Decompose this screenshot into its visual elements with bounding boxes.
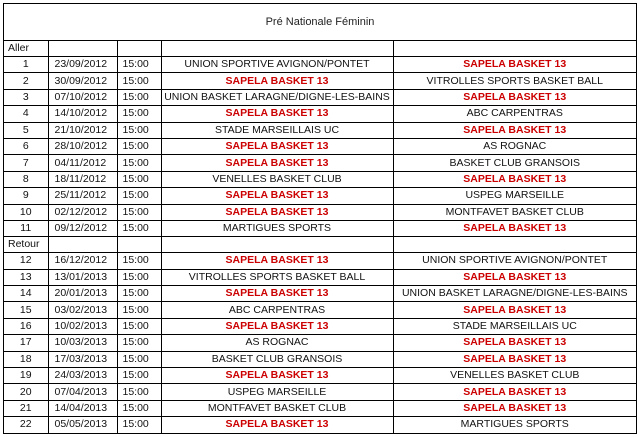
- match-date: 07/10/2012: [48, 89, 117, 105]
- home-team: UNION SPORTIVE AVIGNON/PONTET: [161, 57, 393, 73]
- match-time: 15:00: [117, 122, 161, 138]
- match-date: 03/02/2013: [48, 302, 117, 318]
- match-number: 8: [4, 171, 48, 187]
- home-team: MONTFAVET BASKET CLUB: [161, 400, 393, 416]
- match-number: 20: [4, 384, 48, 400]
- match-time: 15:00: [117, 188, 161, 204]
- match-number: 21: [4, 400, 48, 416]
- home-team: USPEG MARSEILLE: [161, 384, 393, 400]
- table-row: [4, 204, 636, 220]
- empty-cell: [48, 41, 117, 57]
- away-team: VENELLES BASKET CLUB: [393, 368, 636, 384]
- match-date: 10/02/2013: [48, 318, 117, 334]
- table-row: [4, 335, 636, 351]
- away-team: UNION SPORTIVE AVIGNON/PONTET: [393, 253, 636, 269]
- home-team: VENELLES BASKET CLUB: [161, 171, 393, 187]
- away-team: UNION BASKET LARAGNE/DIGNE-LES-BAINS: [393, 286, 636, 302]
- match-number: 9: [4, 188, 48, 204]
- match-time: 15:00: [117, 351, 161, 367]
- table-row: [4, 269, 636, 285]
- match-time: 15:00: [117, 106, 161, 122]
- table-row: [4, 57, 636, 73]
- away-team: SAPELA BASKET 13: [393, 335, 636, 351]
- away-team: SAPELA BASKET 13: [393, 351, 636, 367]
- away-team: SAPELA BASKET 13: [393, 89, 636, 105]
- match-date: 21/10/2012: [48, 122, 117, 138]
- match-number: 10: [4, 204, 48, 220]
- match-number: 7: [4, 155, 48, 171]
- match-number: 11: [4, 220, 48, 236]
- match-time: 15:00: [117, 73, 161, 89]
- match-number: 14: [4, 286, 48, 302]
- home-team: SAPELA BASKET 13: [161, 368, 393, 384]
- home-team: SAPELA BASKET 13: [161, 318, 393, 334]
- away-team: SAPELA BASKET 13: [393, 302, 636, 318]
- table-row: [4, 138, 636, 154]
- table-row: [4, 155, 636, 171]
- away-team: SAPELA BASKET 13: [393, 384, 636, 400]
- section-header-row: [4, 41, 636, 57]
- match-time: 15:00: [117, 269, 161, 285]
- home-team: BASKET CLUB GRANSOIS: [161, 351, 393, 367]
- away-team: VITROLLES SPORTS BASKET BALL: [393, 73, 636, 89]
- away-team: SAPELA BASKET 13: [393, 122, 636, 138]
- match-time: 15:00: [117, 220, 161, 236]
- home-team: SAPELA BASKET 13: [161, 155, 393, 171]
- away-team: SAPELA BASKET 13: [393, 220, 636, 236]
- away-team: MARTIGUES SPORTS: [393, 417, 636, 433]
- home-team: SAPELA BASKET 13: [161, 188, 393, 204]
- table-row: [4, 400, 636, 416]
- match-number: 16: [4, 318, 48, 334]
- section-header-row: [4, 237, 636, 253]
- table-row: [4, 253, 636, 269]
- table-row: [4, 188, 636, 204]
- match-time: 15:00: [117, 318, 161, 334]
- home-team: SAPELA BASKET 13: [161, 286, 393, 302]
- table-row: [4, 302, 636, 318]
- table-row: [4, 368, 636, 384]
- home-team: SAPELA BASKET 13: [161, 106, 393, 122]
- table-row: [4, 171, 636, 187]
- match-number: 2: [4, 73, 48, 89]
- table-row: [4, 286, 636, 302]
- match-date: 13/01/2013: [48, 269, 117, 285]
- match-time: 15:00: [117, 89, 161, 105]
- match-time: 15:00: [117, 400, 161, 416]
- match-date: 20/01/2013: [48, 286, 117, 302]
- match-time: 15:00: [117, 155, 161, 171]
- match-number: 18: [4, 351, 48, 367]
- table-row: [4, 106, 636, 122]
- away-team: SAPELA BASKET 13: [393, 400, 636, 416]
- match-number: 6: [4, 138, 48, 154]
- home-team: MARTIGUES SPORTS: [161, 220, 393, 236]
- home-team: SAPELA BASKET 13: [161, 417, 393, 433]
- match-date: 05/05/2013: [48, 417, 117, 433]
- match-number: 4: [4, 106, 48, 122]
- home-team: STADE MARSEILLAIS UC: [161, 122, 393, 138]
- match-date: 09/12/2012: [48, 220, 117, 236]
- match-date: 07/04/2013: [48, 384, 117, 400]
- table-row: [4, 318, 636, 334]
- match-time: 15:00: [117, 204, 161, 220]
- empty-cell: [161, 237, 393, 253]
- match-date: 04/11/2012: [48, 155, 117, 171]
- match-number: 3: [4, 89, 48, 105]
- match-time: 15:00: [117, 138, 161, 154]
- match-date: 10/03/2013: [48, 335, 117, 351]
- table-row: [4, 417, 636, 433]
- match-date: 16/12/2012: [48, 253, 117, 269]
- away-team: BASKET CLUB GRANSOIS: [393, 155, 636, 171]
- home-team: UNION BASKET LARAGNE/DIGNE-LES-BAINS: [161, 89, 393, 105]
- table-row: [4, 89, 636, 105]
- match-time: 15:00: [117, 253, 161, 269]
- match-date: 23/09/2012: [48, 57, 117, 73]
- home-team: SAPELA BASKET 13: [161, 204, 393, 220]
- match-date: 18/11/2012: [48, 171, 117, 187]
- away-team: SAPELA BASKET 13: [393, 269, 636, 285]
- match-date: 24/03/2013: [48, 368, 117, 384]
- home-team: SAPELA BASKET 13: [161, 138, 393, 154]
- match-date: 17/03/2013: [48, 351, 117, 367]
- schedule-body: [4, 41, 636, 433]
- match-date: 25/11/2012: [48, 188, 117, 204]
- section-label: Retour: [4, 237, 48, 253]
- match-time: 15:00: [117, 368, 161, 384]
- table-row: [4, 122, 636, 138]
- empty-cell: [161, 41, 393, 57]
- match-time: 15:00: [117, 335, 161, 351]
- away-team: USPEG MARSEILLE: [393, 188, 636, 204]
- match-date: 30/09/2012: [48, 73, 117, 89]
- match-time: 15:00: [117, 302, 161, 318]
- section-label: Aller: [4, 41, 48, 57]
- away-team: AS ROGNAC: [393, 138, 636, 154]
- match-number: 19: [4, 368, 48, 384]
- empty-cell: [117, 41, 161, 57]
- away-team: ABC CARPENTRAS: [393, 106, 636, 122]
- match-number: 15: [4, 302, 48, 318]
- table-row: [4, 220, 636, 236]
- match-number: 17: [4, 335, 48, 351]
- empty-cell: [48, 237, 117, 253]
- away-team: SAPELA BASKET 13: [393, 57, 636, 73]
- schedule-sheet: [3, 3, 637, 434]
- match-time: 15:00: [117, 417, 161, 433]
- home-team: SAPELA BASKET 13: [161, 73, 393, 89]
- schedule-table: [4, 41, 636, 433]
- match-time: 15:00: [117, 384, 161, 400]
- match-date: 14/04/2013: [48, 400, 117, 416]
- match-time: 15:00: [117, 171, 161, 187]
- match-number: 12: [4, 253, 48, 269]
- match-time: 15:00: [117, 286, 161, 302]
- home-team: SAPELA BASKET 13: [161, 253, 393, 269]
- home-team: AS ROGNAC: [161, 335, 393, 351]
- table-row: [4, 351, 636, 367]
- schedule-title: Pré Nationale Féminin: [4, 4, 636, 41]
- match-time: 15:00: [117, 57, 161, 73]
- away-team: STADE MARSEILLAIS UC: [393, 318, 636, 334]
- empty-cell: [393, 237, 636, 253]
- home-team: ABC CARPENTRAS: [161, 302, 393, 318]
- away-team: SAPELA BASKET 13: [393, 171, 636, 187]
- match-date: 28/10/2012: [48, 138, 117, 154]
- home-team: VITROLLES SPORTS BASKET BALL: [161, 269, 393, 285]
- empty-cell: [117, 237, 161, 253]
- match-date: 02/12/2012: [48, 204, 117, 220]
- away-team: MONTFAVET BASKET CLUB: [393, 204, 636, 220]
- table-row: [4, 384, 636, 400]
- empty-cell: [393, 41, 636, 57]
- match-number: 13: [4, 269, 48, 285]
- match-number: 5: [4, 122, 48, 138]
- match-date: 14/10/2012: [48, 106, 117, 122]
- match-number: 22: [4, 417, 48, 433]
- match-number: 1: [4, 57, 48, 73]
- table-row: [4, 73, 636, 89]
